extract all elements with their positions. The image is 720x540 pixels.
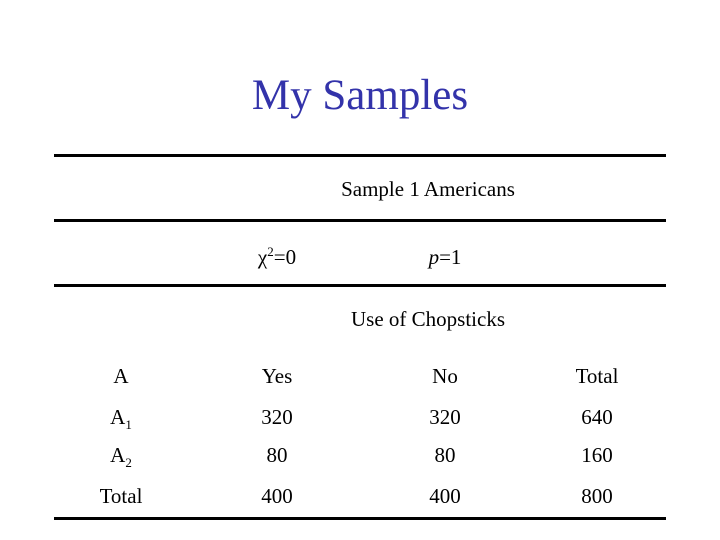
chi-symbol: χ <box>257 245 268 269</box>
row-label-letter: A <box>110 405 126 429</box>
row-label <box>66 404 176 433</box>
total-yes: 400 <box>261 484 293 508</box>
sample-rule <box>54 219 666 222</box>
total-row-label: Total <box>99 484 143 508</box>
header-col-a: A <box>113 364 129 388</box>
row-label-subscript: 1 <box>125 417 132 433</box>
row-label <box>66 442 176 471</box>
p-value-stat <box>390 244 500 270</box>
cell-yes: 320 <box>261 405 293 429</box>
cell-no: 80 <box>434 443 456 467</box>
cell-total: 640 <box>581 405 613 429</box>
cell-total: 160 <box>581 443 613 467</box>
slide-title: My Samples <box>251 72 469 119</box>
section-label: Use of Chopsticks <box>351 307 505 331</box>
chi-value: =0 <box>273 245 297 269</box>
row-label-letter: A <box>110 443 126 467</box>
cell-no: 320 <box>429 405 461 429</box>
stats-rule <box>54 284 666 287</box>
table-bottom-rule <box>54 517 666 520</box>
header-col-total: Total <box>575 364 619 388</box>
chi-square-stat <box>222 244 332 270</box>
total-total: 800 <box>581 484 613 508</box>
header-col-no: No <box>432 364 458 388</box>
row-label-subscript: 2 <box>125 455 132 471</box>
sample-label: Sample 1 Americans <box>341 177 515 201</box>
p-symbol: p <box>428 245 440 269</box>
chi-exponent: 2 <box>267 244 274 259</box>
p-value: =1 <box>439 245 462 269</box>
header-col-yes: Yes <box>261 364 293 388</box>
table-top-rule <box>54 154 666 157</box>
total-no: 400 <box>429 484 461 508</box>
cell-yes: 80 <box>266 443 288 467</box>
